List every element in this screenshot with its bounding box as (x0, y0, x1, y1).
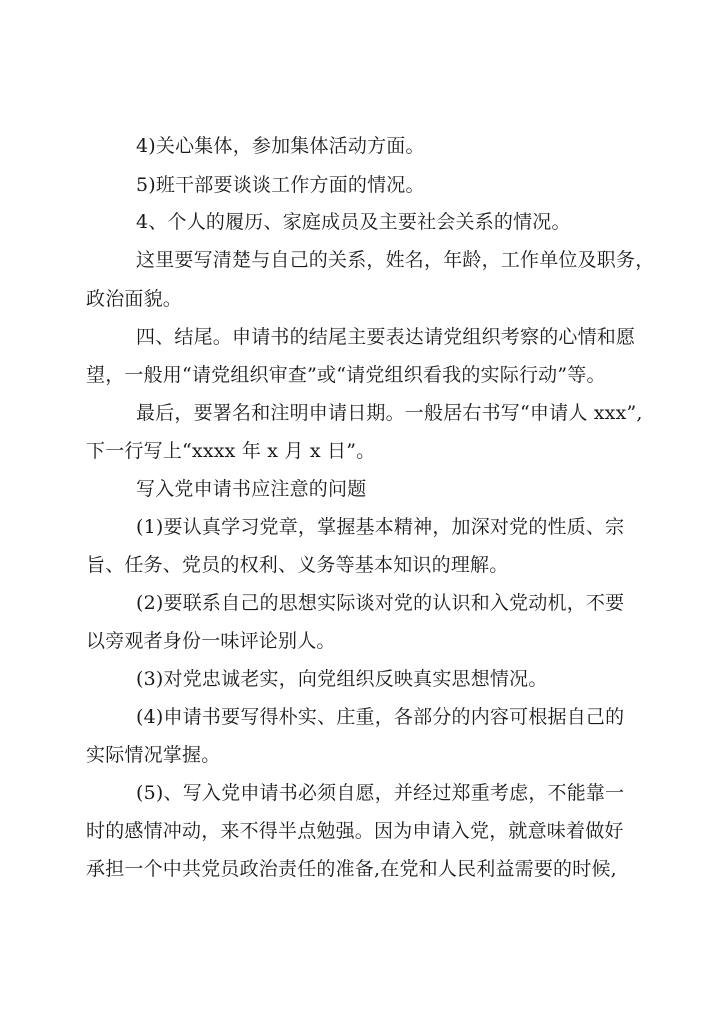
text-line-conclusion-cont: 望，一般用“请党组织审查”或“请党组织看我的实际行动”等。 (86, 364, 606, 386)
text-line-personal-history: 4、个人的履历、家庭成员及主要社会关系的情况。 (136, 211, 571, 233)
text-line-interest-in-collective: 4)关心集体，参加集体活动方面。 (136, 135, 425, 157)
text-line-relationship: 这里要写清楚与自己的关系，姓名，年龄，工作单位及职务， (136, 249, 655, 271)
text-line-note-4-cont: 实际情况掌握。 (86, 744, 221, 766)
text-line-class-cadre: 5)班干部要谈谈工作方面的情况。 (136, 174, 425, 196)
text-line-note-1: (1)要认真学习党章，掌握基本精神，加深对党的性质、宗 (136, 516, 625, 538)
text-line-date: 下一行写上“xxxx 年 x 月 x 日”。 (86, 440, 376, 462)
text-line-note-3: (3)对党忠诚老实，向党组织反映真实思想情况。 (136, 668, 548, 690)
text-line-political-status: 政治面貌。 (86, 288, 183, 310)
section-heading-notes: 写入党申请书应注意的问题 (136, 478, 367, 500)
text-line-conclusion: 四、结尾。申请书的结尾主要表达请党组织考察的心情和愿 (136, 326, 636, 348)
text-line-note-4: (4)申请书要写得朴实、庄重，各部分的内容可根据自己的 (136, 706, 625, 728)
text-line-note-5-cont-2: 承担一个中共党员政治责任的准备,在党和人民利益需要的时候, (86, 858, 617, 880)
text-line-note-2: (2)要联系自己的思想实际谈对党的认识和入党动机，不要 (136, 592, 625, 614)
text-line-signature: 最后，要署名和注明申请日期。一般居右书写“申请人 xxx”, (136, 402, 643, 424)
text-line-note-1-cont: 旨、任务、党员的权利、义务等基本知识的理解。 (86, 554, 509, 576)
text-line-note-5: (5)、写入党申请书必须自愿，并经过郑重考虑，不能靠一 (136, 782, 625, 804)
text-line-note-5-cont: 时的感情冲动，来不得半点勉强。因为申请入党，就意味着做好 (86, 820, 624, 842)
text-line-note-2-cont: 以旁观者身份一味评论别人。 (86, 630, 336, 652)
